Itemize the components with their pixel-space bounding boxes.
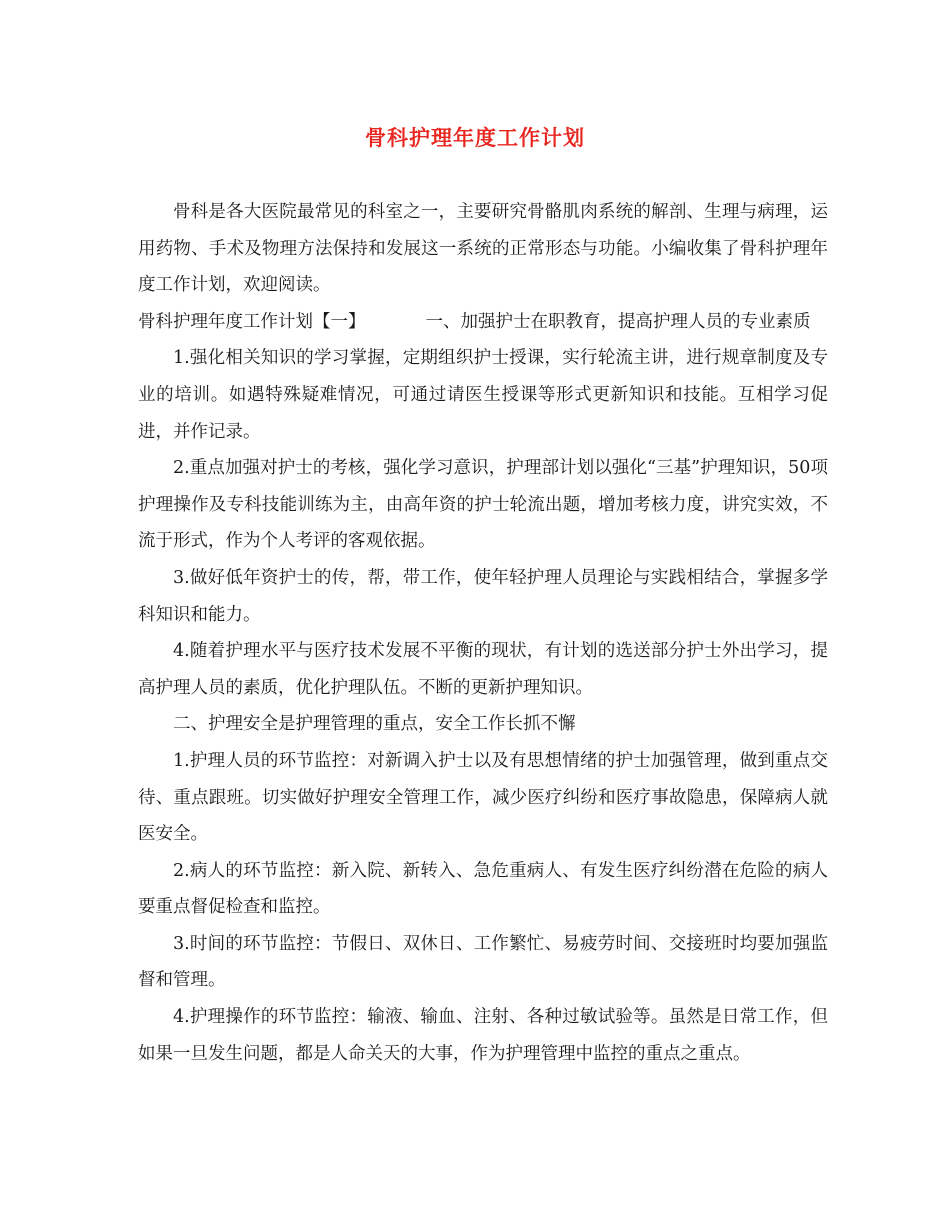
paragraph-item-2-3: 3.时间的环节监控：节假日、双休日、工作繁忙、易疲劳时间、交接班时均要加强监督和管理。 [138, 933, 828, 991]
paragraph-item-2-4: 4.护理操作的环节监控：输液、输血、注射、各种过敏试验等。虽然是日常工作，但如果一旦发生问题，都是人命关天的大事，作为护理管理中监控的重点之重点。 [138, 1007, 828, 1064]
paragraph-item-1-1: 1.强化相关知识的学习掌握，定期组织护士授课，实行轮流主讲，进行规章制度及专业的培训。如遇特殊疑难情况，可通过请医生授课等形式更新知识和技能。互相学习促进，并作记录。 [138, 348, 828, 442]
paragraph-item-2-2: 2.病人的环节监控：新入院、新转入、急危重病人、有发生医疗纠纷潜在危险的病人要重点督促检查和监控。 [138, 860, 828, 918]
plan-one-paragraph [138, 304, 828, 341]
document-title: 骨科护理年度工作计划 [365, 125, 585, 150]
section-one-heading: 一、加强护士在职教育，提高护理人员的专业素质 [425, 311, 811, 332]
paragraph-item-1-2: 2.重点加强对护士的考核，强化学习意识，护理部计划以强化“三基”护理知识，50项护理操作及专科技能训练为主，由高年资的护士轮流出题，增加考核力度，讲究实效，不流于形式，作为个人考评的客观依据。 [138, 458, 828, 552]
plan-one-heading: 骨科护理年度工作计划【一】 [138, 311, 366, 332]
paragraph-item-1-4: 4.随着护理水平与医疗技术发展不平衡的现状，有计划的选送部分护士外出学习，提高护理人员的素质，优化护理队伍。不断的更新护理知识。 [138, 641, 828, 698]
paragraph-item-2-1: 1.护理人员的环节监控：对新调入护士以及有思想情绪的护士加强管理，做到重点交待、重点跟班。切实做好护理安全管理工作，减少医疗纠纷和医疗事故隐患，保障病人就医安全。 [138, 750, 828, 845]
paragraph-item-1-3: 3.做好低年资护士的传，帮，带工作，使年轻护理人员理论与实践相结合，掌握多学科知识和能力。 [138, 567, 828, 625]
intro-paragraph: 骨科是各大医院最常见的科室之一，主要研究骨骼肌肉系统的解剖、生理与病理，运用药物、手术及物理方法保持和发展这一系统的正常形态与功能。小编收集了骨科护理年度工作计划，欢迎阅读。 [138, 202, 828, 296]
document-body [138, 194, 828, 1072]
section-two-heading: 二、护理安全是护理管理的重点，安全工作长抓不懈 [173, 714, 576, 735]
